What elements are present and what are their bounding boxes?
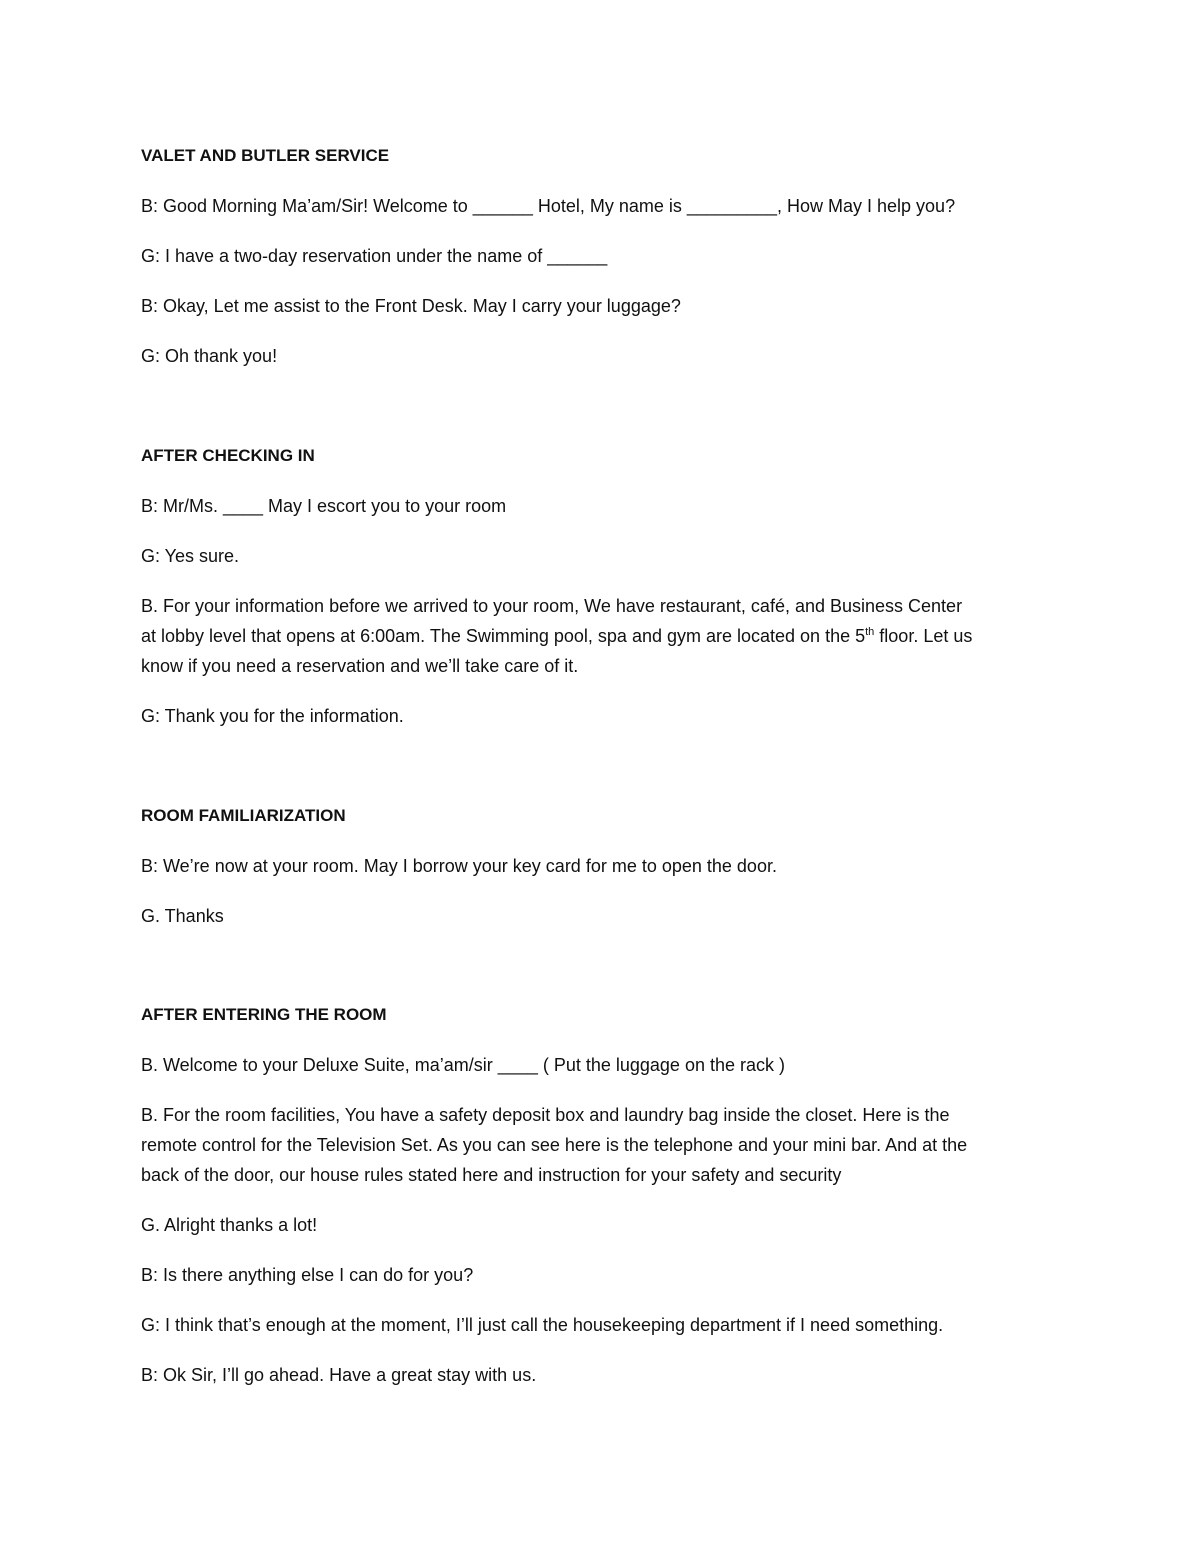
dialogue-line: B: Good Morning Ma’am/Sir! Welcome to ______ Hotel, My name is _________, How May I help you? [141, 196, 956, 216]
dialogue-line: B: Ok Sir, I’ll go ahead. Have a great stay with us. [141, 1365, 537, 1385]
dialogue-line: G: Yes sure. [141, 546, 240, 566]
dialogue-paragraph-line [141, 621, 972, 651]
dialogue-paragraph-line: remote control for the Television Set. As you can see here is the telephone and your mini bar. And at the [141, 1135, 968, 1155]
dialogue-line: B: Okay, Let me assist to the Front Desk. May I carry your luggage? [141, 296, 681, 316]
dialogue-line: G: I have a two-day reservation under the name of ______ [141, 246, 608, 266]
dialogue-paragraph-line: know if you need a reservation and we’ll take care of it. [141, 656, 579, 676]
dialogue-line: B. Welcome to your Deluxe Suite, ma’am/sir ____ ( Put the luggage on the rack ) [141, 1055, 785, 1075]
section-heading-after-entering: AFTER ENTERING THE ROOM [141, 1005, 387, 1024]
section-heading-valet: VALET AND BUTLER SERVICE [141, 146, 390, 165]
dialogue-paragraph-line: B. For the room facilities, You have a safety deposit box and laundry bag inside the closet. Here is the [141, 1105, 950, 1125]
dialogue-line: B: Is there anything else I can do for you? [141, 1265, 474, 1285]
paragraph-text: floor. Let us [874, 626, 973, 646]
dialogue-line: B: Mr/Ms. ____ May I escort you to your room [141, 496, 507, 516]
section-heading-checking-in: AFTER CHECKING IN [141, 446, 315, 465]
dialogue-line: G. Thanks [141, 906, 224, 926]
dialogue-line: G. Alright thanks a lot! [141, 1215, 318, 1235]
dialogue-line: G: Thank you for the information. [141, 706, 404, 726]
paragraph-text: at lobby level that opens at 6:00am. The Swimming pool, spa and gym are located on the 5 [141, 626, 866, 646]
dialogue-paragraph-line: back of the door, our house rules stated here and instruction for your safety and security [141, 1165, 842, 1185]
dialogue-line: G: I think that’s enough at the moment, I’ll just call the housekeeping department if I need something. [141, 1315, 944, 1335]
dialogue-line: B: We’re now at your room. May I borrow your key card for me to open the door. [141, 856, 777, 876]
section-heading-room-familiarization: ROOM FAMILIARIZATION [141, 806, 346, 825]
dialogue-line: G: Oh thank you! [141, 346, 278, 366]
dialogue-paragraph-line: B. For your information before we arrived to your room, We have restaurant, café, and Business Center [141, 596, 963, 616]
ordinal-suffix: th [865, 626, 875, 638]
